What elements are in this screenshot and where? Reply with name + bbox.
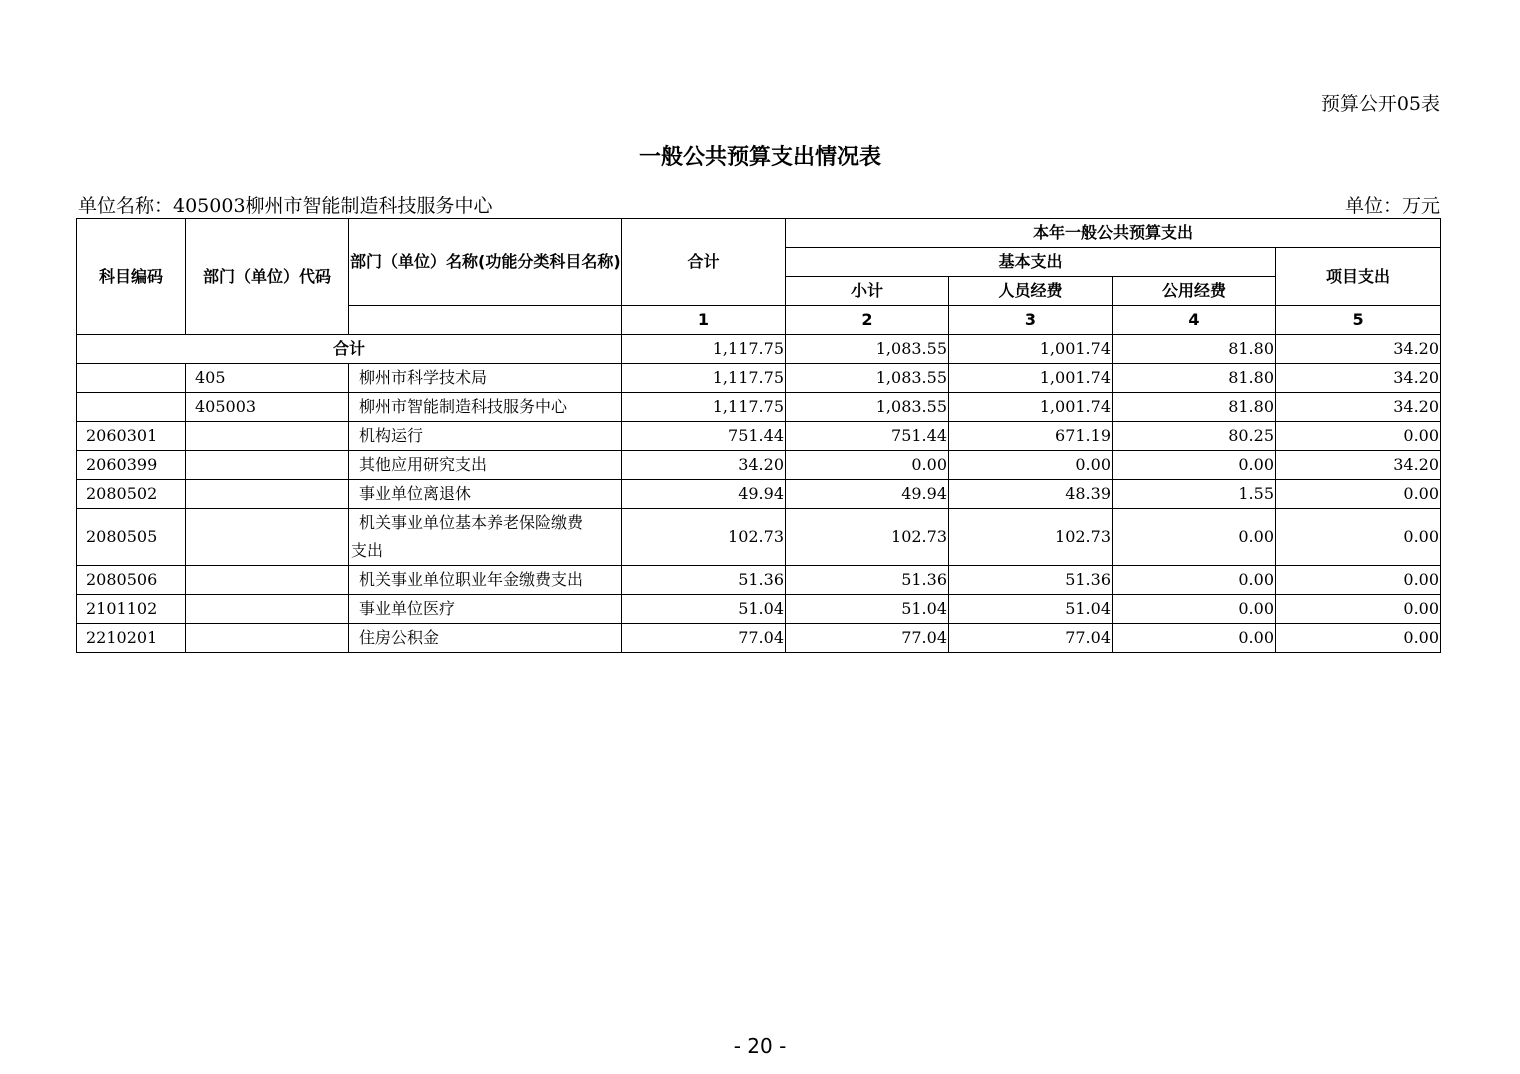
cell-total: 51.04 [622, 595, 786, 624]
cell-total: 751.44 [622, 422, 786, 451]
table-row [77, 480, 1441, 509]
cell-personnel: 1,001.74 [949, 335, 1113, 364]
cell-subtotal: 49.94 [786, 480, 949, 509]
cell-subject-code: 2080502 [77, 480, 186, 509]
table-row [77, 566, 1441, 595]
cell-subject-code: 2080506 [77, 566, 186, 595]
cell-total: 77.04 [622, 624, 786, 653]
table-row [77, 393, 1441, 422]
cell-name: 机构运行 [349, 422, 622, 451]
table-row [77, 364, 1441, 393]
cell-total: 1,117.75 [622, 393, 786, 422]
cell-public: 81.80 [1113, 335, 1276, 364]
cell-public: 0.00 [1113, 451, 1276, 480]
cell-project: 0.00 [1276, 566, 1441, 595]
cell-subject-code: 2210201 [77, 624, 186, 653]
cell-project: 0.00 [1276, 509, 1441, 566]
cell-name: 其他应用研究支出 [349, 451, 622, 480]
cell-public: 0.00 [1113, 595, 1276, 624]
cell-public: 81.80 [1113, 364, 1276, 393]
cell-name: 机关事业单位职业年金缴费支出 [349, 566, 622, 595]
head-blank [349, 306, 622, 335]
head-public: 公用经费 [1113, 277, 1276, 306]
head-personnel: 人员经费 [949, 277, 1113, 306]
cell-total: 49.94 [622, 480, 786, 509]
cell-project: 34.20 [1276, 364, 1441, 393]
cell-subtotal: 102.73 [786, 509, 949, 566]
cell-personnel: 102.73 [949, 509, 1113, 566]
cell-personnel: 671.19 [949, 422, 1113, 451]
head-total: 合计 [622, 219, 786, 306]
table-row [77, 624, 1441, 653]
cell-name: 事业单位离退休 [349, 480, 622, 509]
head-dept-name: 部门（单位）名称(功能分类科目名称) [349, 219, 622, 306]
head-project: 项目支出 [1276, 248, 1441, 306]
cell-personnel: 1,001.74 [949, 364, 1113, 393]
cell-total: 1,117.75 [622, 335, 786, 364]
cell-subtotal: 51.36 [786, 566, 949, 595]
cell-project: 0.00 [1276, 624, 1441, 653]
page-title: 一般公共预算支出情况表 [638, 145, 881, 170]
cell-subject-code [77, 364, 186, 393]
cell-subtotal: 1,083.55 [786, 335, 949, 364]
cell-total: 34.20 [622, 451, 786, 480]
cell-dept-code [186, 566, 349, 595]
cell-name: 事业单位医疗 [349, 595, 622, 624]
cell-dept-code [186, 451, 349, 480]
cell-personnel: 48.39 [949, 480, 1113, 509]
cell-subtotal: 0.00 [786, 451, 949, 480]
cell-subject-code: 2101102 [77, 595, 186, 624]
table-row [77, 422, 1441, 451]
cell-name: 柳州市科学技术局 [349, 364, 622, 393]
total-row [77, 335, 1441, 364]
cell-subject-code: 2060301 [77, 422, 186, 451]
cell-dept-code [186, 624, 349, 653]
cell-project: 34.20 [1276, 335, 1441, 364]
table-row [77, 451, 1441, 480]
cell-personnel: 51.36 [949, 566, 1113, 595]
cell-name-line1: 机关事业单位基本养老保险缴费 [359, 513, 584, 532]
cell-total: 102.73 [622, 509, 786, 566]
unit-currency: 单位：万元 [1344, 195, 1440, 217]
cell-project: 0.00 [1276, 480, 1441, 509]
table-row [77, 509, 1441, 566]
total-label: 合计 [77, 335, 622, 364]
cell-subject-code: 2060399 [77, 451, 186, 480]
cell-project: 34.20 [1276, 393, 1441, 422]
cell-dept-code [186, 595, 349, 624]
cell-personnel: 1,001.74 [949, 393, 1113, 422]
cell-subject-code: 2080505 [77, 509, 186, 566]
cell-public: 1.55 [1113, 480, 1276, 509]
head-index: 2 [786, 306, 949, 335]
head-current-year: 本年一般公共预算支出 [786, 219, 1441, 248]
cell-dept-code: 405003 [186, 393, 349, 422]
cell-dept-code [186, 422, 349, 451]
cell-subtotal: 751.44 [786, 422, 949, 451]
cell-name: 住房公积金 [349, 624, 622, 653]
cell-public: 0.00 [1113, 509, 1276, 566]
cell-dept-code: 405 [186, 364, 349, 393]
budget-table [76, 218, 1441, 653]
cell-public: 0.00 [1113, 566, 1276, 595]
head-index: 3 [949, 306, 1113, 335]
cell-name-line2: 支出 [351, 541, 384, 560]
table-row [77, 595, 1441, 624]
cell-dept-code [186, 480, 349, 509]
cell-subtotal: 1,083.55 [786, 393, 949, 422]
cell-total: 51.36 [622, 566, 786, 595]
cell-name [349, 509, 622, 566]
cell-subtotal: 1,083.55 [786, 364, 949, 393]
head-subject-code: 科目编码 [77, 219, 186, 335]
head-index: 4 [1113, 306, 1276, 335]
head-dept-code: 部门（单位）代码 [186, 219, 349, 335]
cell-public: 81.80 [1113, 393, 1276, 422]
head-index: 1 [622, 306, 786, 335]
cell-personnel: 51.04 [949, 595, 1113, 624]
cell-project: 34.20 [1276, 451, 1441, 480]
cell-subject-code [77, 393, 186, 422]
cell-personnel: 77.04 [949, 624, 1113, 653]
cell-project: 0.00 [1276, 595, 1441, 624]
form-number: 预算公开05表 [1320, 93, 1440, 115]
head-basic: 基本支出 [786, 248, 1276, 277]
cell-subtotal: 77.04 [786, 624, 949, 653]
cell-dept-code [186, 509, 349, 566]
head-index: 5 [1276, 306, 1441, 335]
cell-total: 1,117.75 [622, 364, 786, 393]
cell-public: 80.25 [1113, 422, 1276, 451]
page-number: - 20 - [733, 1034, 787, 1058]
cell-name: 柳州市智能制造科技服务中心 [349, 393, 622, 422]
cell-project: 0.00 [1276, 422, 1441, 451]
cell-public: 0.00 [1113, 624, 1276, 653]
cell-personnel: 0.00 [949, 451, 1113, 480]
cell-subtotal: 51.04 [786, 595, 949, 624]
unit-name: 单位名称：405003柳州市智能制造科技服务中心 [78, 195, 493, 217]
head-subtotal: 小计 [786, 277, 949, 306]
